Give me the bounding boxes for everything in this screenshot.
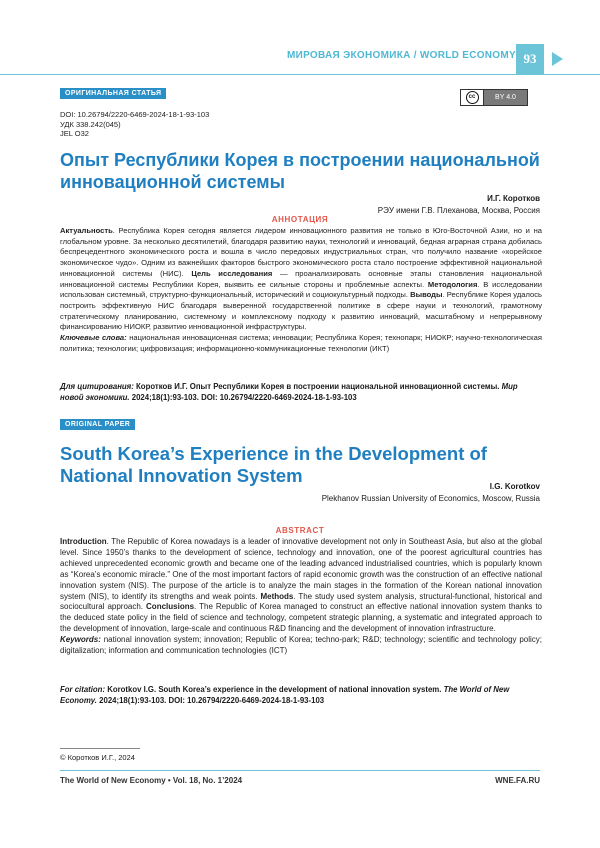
method-text-ru: . В исследовании использован системный, структурно-функциональный, исторический и социокультурный подходы. (60, 279, 542, 300)
keywords-ru (60, 333, 542, 354)
doi-line[interactable]: DOI: 10.26794/2220-6469-2024-18-1-93-103 (60, 110, 210, 119)
affiliation-ru: РЭУ имени Г.В. Плеханова, Москва, Россия (377, 206, 540, 215)
cc-license-text: BY 4.0 (484, 90, 527, 105)
abstract-body-ru (60, 226, 542, 333)
cite-tail-en: 2024;18(1):93-103. DOI: 10.26794/2220-6469-2024-18-1-93-103 (96, 695, 325, 705)
abstract-ru (60, 226, 542, 354)
footnote-rule (60, 748, 140, 749)
cc-icon-wrap (461, 90, 484, 105)
relevance-text: . Республика Корея сегодня является лидером инновационного развития не только в Юго-Восточной Азии, но и на глобальном уровне. За несколько десятилетий, благодаря развитию науки, технологий и инноваций, бедная аграрная страна добилась беспрецедентного экономического роста и вошла в число передовых индустриальных стран, что получило название «корейское экономическое чудо». Одним из важнейших факторов быстрого экономического роста стало построение эффективной национальной инновационной системы (НИС). (60, 226, 542, 278)
cite-text-en: Korotkov I.G. South Korea’s experience in the development of national innovation system. (105, 685, 444, 694)
article-type-badge-en: ORIGINAL PAPER (60, 419, 135, 430)
keywords-label-en: Keywords: (60, 635, 101, 645)
keywords-en (60, 635, 542, 657)
jel-line: JEL O32 (60, 129, 89, 138)
udc-line: УДК 338.242(045) (60, 119, 121, 129)
findings-text: . Республике Корея удалось построить эффективную НИС благодаря выверенной государственной политике в сфере науки и технологий, грамотному стратегическому планированию, системному и комплексному подходу к развитию инноваций, масштабному и непрерывному финансированию НИОКР, развитию инновационной инфраструктуры. (60, 290, 542, 332)
method-label-ru: Методология (427, 279, 478, 289)
keywords-text-en: national innovation system; innovation; Republic of Korea; techno-park; R&D; technology; scientific and technology policy; digitalization; information and communication technologies (ICT) (60, 635, 542, 656)
abstract-heading-ru: АННОТАЦИЯ (271, 215, 329, 224)
creative-commons-icon: cc (466, 91, 479, 104)
article-title-ru: Опыт Республики Корея в построении национальной инновационной системы (60, 150, 540, 192)
findings-label: Выводы (410, 290, 443, 300)
aim-label: Цель исследования (191, 268, 273, 278)
header-rule (0, 74, 600, 75)
method-text-en: . The study used system analysis, structural-functional, historical and sociocultural approach. (60, 591, 542, 612)
footer-website-link[interactable]: WNE.FA.RU (495, 776, 540, 785)
page-arrow-icon (552, 52, 563, 66)
intro-text: . The Republic of Korea nowadays is a leader of innovative development not only in Southeast Asia, but also at the global level. Since 1950’s thanks to the development of science, technology and innovation, one of the poorest agricultural countries has achieved unprecedented economic growth and became one of the leading advanced industrialised countries, which is popularly known as “Korea’s economic miracle.” One of the most important factors of rapid economic growth was the construction of an effective national innovation system (NIS). The purpose of the article is to analyze the main stages in the formation of the Korean national innovation system (NIS), to identify its strengths and weak points. (60, 537, 542, 601)
article-title-en: South Korea’s Experience in the Development of National Innovation System (60, 443, 487, 486)
cite-label-ru: Для цитирования: (60, 382, 134, 391)
running-header-journal-title: МИРОВАЯ ЭКОНОМИКА / WORLD ECONOMY (286, 50, 516, 61)
aim-text: — проанализировать основные этапы становления национальной инновационной системы Республики Корея, выявить ее сильные стороны и проблемные аспекты. (60, 268, 543, 289)
copyright-notice: © Коротков И.Г., 2024 (60, 753, 135, 762)
intro-label: Introduction (60, 537, 107, 546)
keywords-label-ru: Ключевые слова: (60, 333, 127, 343)
conclusions-text: . The Republic of Korea managed to construct an effective national innovation system thanks to the deduced state policy in the field of science and technology, competent strategic planning, a systematic and integrated approach to the development of innovation, large-scale and continuous R&D financing and the development of innovation infrastructure. (60, 602, 542, 634)
citation-en (60, 685, 542, 706)
cite-text-ru: Коротков И.Г. Опыт Республики Корея в построении национальной инновационной системы. (133, 382, 502, 391)
author-ru: И.Г. Коротков (487, 194, 540, 203)
method-label-en: Methods (260, 591, 294, 601)
footer-journal-info: The World of New Economy • Vol. 18, No. 1’2024 (60, 776, 243, 785)
page-number: 93 (516, 44, 544, 74)
article-type-badge-ru: ОРИГИНАЛЬНАЯ СТАТЬЯ (60, 88, 166, 99)
conclusions-label: Conclusions (146, 602, 195, 612)
abstract-en (60, 537, 542, 657)
affiliation-en: Plekhanov Russian University of Economics, Moscow, Russia (321, 494, 540, 503)
cc-license-badge[interactable] (460, 89, 528, 106)
footer-rule (60, 770, 540, 771)
abstract-heading-en: ABSTRACT (275, 526, 325, 535)
cite-journal-ru: Мир новой экономики. (60, 382, 518, 402)
keywords-text-ru: национальная инновационная система; инновации; Республика Корея; технопарк; НИОКР; научно-технологическая политика; технологии; цифровизация; информационно-коммуникационные технологии (ИКТ) (60, 333, 542, 353)
abstract-body-en (60, 537, 542, 635)
citation-ru (60, 382, 542, 403)
author-en: I.G. Korotkov (489, 482, 540, 491)
article-metadata (60, 110, 209, 139)
cite-label-en: For citation: (60, 685, 106, 694)
cite-journal-en: The World of New Economy. (60, 685, 510, 705)
relevance-label: Актуальность (60, 226, 113, 235)
cite-tail-ru: 2024;18(1):93-103. DOI: 10.26794/2220-6469-2024-18-1-93-103 (129, 392, 357, 402)
